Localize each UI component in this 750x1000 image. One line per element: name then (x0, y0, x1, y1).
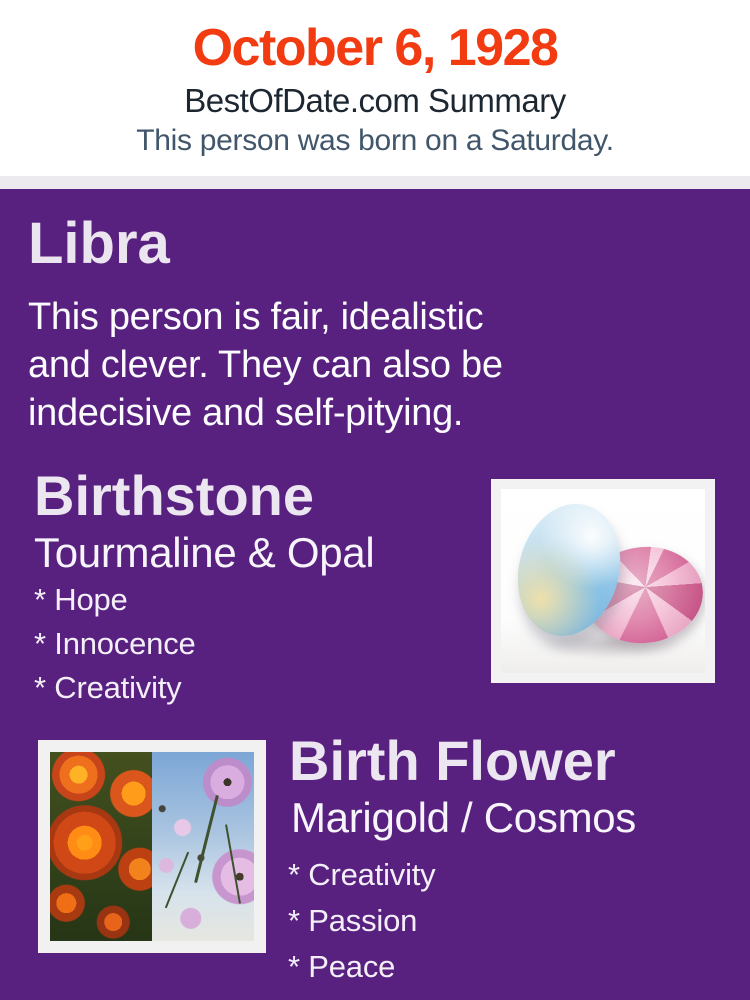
opal-and-tourmaline-image (501, 489, 705, 673)
birth-flower-names: Marigold / Cosmos (291, 794, 637, 841)
birth-flower-trait: * Peace (288, 949, 396, 984)
zodiac-description (28, 293, 668, 437)
born-day-text: This person was born on a Saturday. (136, 123, 614, 157)
flower-stem-decoration (225, 824, 241, 903)
header (0, 0, 750, 176)
flower-stem-decoration (194, 795, 219, 883)
zodiac-description-line-2: and clever. They can also be (28, 344, 503, 386)
birthstone-trait-list (34, 578, 196, 710)
site-summary-title: BestOfDate.com Summary (184, 82, 566, 120)
marigold-photo-half (50, 752, 152, 941)
birthstone-trait: * Hope (34, 582, 128, 617)
zodiac-description-line-3: indecisive and self-pitying. (28, 392, 464, 434)
date-title: October 6, 1928 (192, 19, 558, 77)
birthstone-trait: * Innocence (34, 626, 196, 661)
birth-flower-trait: * Creativity (288, 857, 436, 892)
birth-flower-trait-list (288, 852, 435, 990)
birthstone-names: Tourmaline & Opal (34, 529, 375, 576)
birth-flower-photo-frame (38, 740, 266, 953)
birthstone-trait: * Creativity (34, 670, 182, 705)
birth-flower-trait: * Passion (288, 903, 418, 938)
marigold-and-cosmos-image (50, 752, 254, 941)
header-divider (0, 176, 750, 189)
zodiac-description-line-1: This person is fair, idealistic (28, 296, 484, 338)
zodiac-sign-heading: Libra (28, 211, 170, 276)
birthstone-photo-frame (491, 479, 715, 683)
birthstone-heading: Birthstone (34, 464, 314, 527)
cosmos-photo-half (152, 752, 254, 941)
flower-stem-decoration (165, 852, 189, 908)
birth-flower-heading: Birth Flower (289, 729, 616, 792)
